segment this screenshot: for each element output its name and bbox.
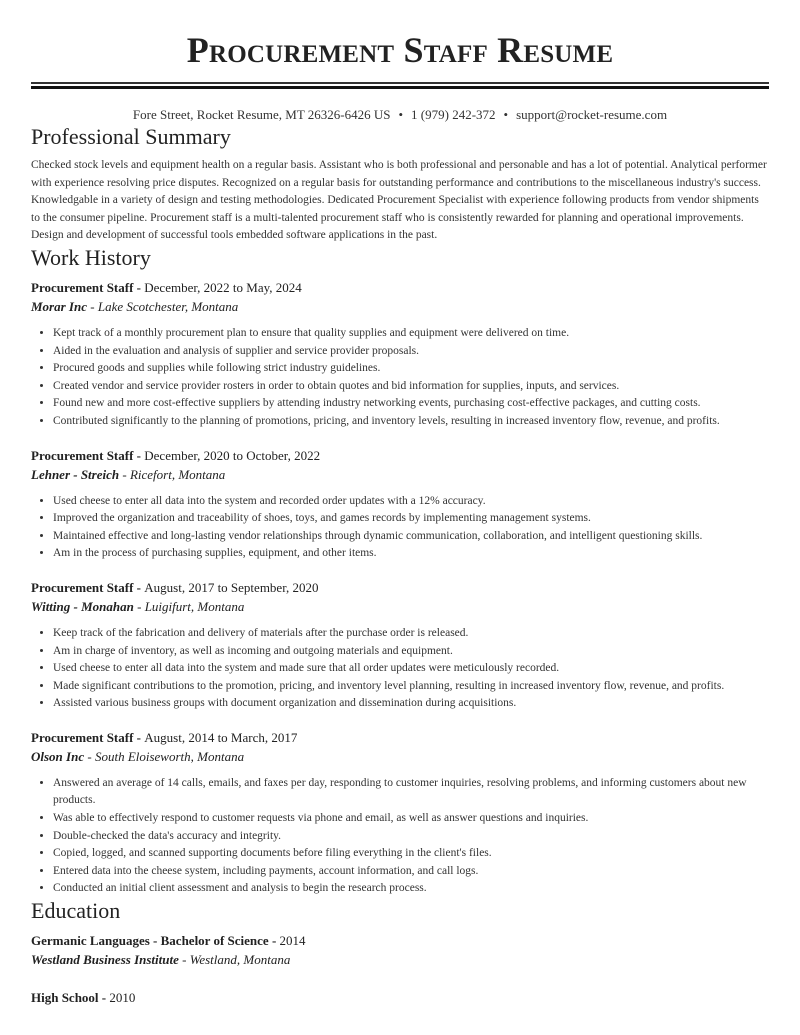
school-line: Westland Business Institute - Westland, Montana — [31, 952, 291, 968]
resume-title: Procurement Staff Resume — [186, 30, 614, 70]
list-item: • Made significant contributions to the promotion, pricing, and inventory level planning, resulting in increased inventory flow, revenue, and profits. — [53, 678, 769, 696]
contact-separator: • — [398, 107, 404, 122]
list-item: • Used cheese to enter all data into the system and recorded order updates with a 12% accuracy. — [53, 493, 769, 511]
divider-thick-line — [31, 86, 769, 89]
contact-separator: • — [503, 107, 509, 122]
job-entry — [31, 278, 769, 431]
list-item: • Contributed significantly to the planning of promotions, pricing, and inventory levels, resulting in increased inventory flow, revenue, and profits. — [53, 413, 769, 431]
job-title: Procurement Staff — [31, 579, 134, 595]
degree: Germanic Languages - Bachelor of Science — [31, 933, 269, 949]
list-item: • Answered an average of 14 calls, emails, and faxes per day, responding to customer inquiries, resolving problems, and informing customers about new products. — [53, 775, 769, 810]
summary-text: Checked stock levels and equipment health on a regular basis. Assistant who is both professional and personable and has a lot of potential. Analytical performer with experience resolving price disputes. Recognized on a regular basis for outstanding performance and contributions to the miscellaneous industry's success. Knowledgable in a variety of design and testing methodologies. Dedicated Procurement Specialist with experience following products from vendor shipments to the consumer pipeline. Procurement staff is a multi-talented procurement staff who is consistently rewarded for planning and operational improvements. Design and development of successful tools embedded software applications in the past. — [31, 159, 767, 242]
list-item: • Was able to effectively respond to customer requests via phone and email, as well as answer questions and inquiries. — [53, 810, 769, 828]
degree: High School — [31, 990, 99, 1006]
job-bullets — [31, 325, 769, 431]
degree-line: Germanic Languages - Bachelor of Science - 2014 — [31, 933, 306, 949]
list-item: • Procured goods and supplies while following strict industry guidelines. — [53, 360, 769, 378]
job-title-line: Procurement Staff - December, 2020 to October, 2022 — [31, 447, 321, 463]
company-location: Luigifurt, Montana — [144, 598, 245, 614]
company-name: Witting - Monahan — [31, 598, 134, 614]
contact-info — [31, 106, 769, 124]
graduation-year: 2014 — [279, 933, 306, 949]
company-line: Olson Inc - South Eloiseworth, Montana — [31, 748, 245, 764]
section-heading-education: Education — [31, 898, 121, 924]
job-title: Procurement Staff — [31, 729, 134, 745]
job-bullets — [31, 625, 769, 713]
list-item: • Found new and more cost-effective suppliers by attending industry networking events, purchasing cost-effective packages, and cutting costs. — [53, 395, 769, 413]
contact-phone: 1 (979) 242-372 — [411, 107, 496, 122]
job-entry — [31, 578, 769, 713]
degree-line: High School - 2010 — [31, 990, 136, 1006]
job-entry — [31, 728, 769, 898]
list-item: • Improved the organization and traceability of shoes, toys, and games records by implementing management systems. — [53, 510, 769, 528]
school-location: Westland, Montana — [189, 952, 291, 968]
job-dates: August, 2014 to March, 2017 — [144, 729, 298, 745]
list-item: • Conducted an initial client assessment and analysis to begin the research process. — [53, 880, 769, 898]
list-item: • Entered data into the cheese system, including payments, account information, and call logs. — [53, 863, 769, 881]
company-line: Morar Inc - Lake Scotchester, Montana — [31, 298, 239, 314]
list-item: • Created vendor and service provider rosters in order to obtain quotes and bid information for supplies, inputs, and services. — [53, 378, 769, 396]
job-title: Procurement Staff — [31, 279, 134, 295]
company-location: South Eloiseworth, Montana — [94, 748, 245, 764]
list-item: • Used cheese to enter all data into the system and made sure that all order updates were meticulously recorded. — [53, 660, 769, 678]
section-heading-work-history: Work History — [31, 244, 151, 270]
job-title-line: Procurement Staff - August, 2014 to March, 2017 — [31, 729, 298, 745]
graduation-year: 2010 — [109, 990, 136, 1006]
company-location: Lake Scotchester, Montana — [97, 298, 239, 314]
job-entry — [31, 446, 769, 563]
list-item: • Keep track of the fabrication and delivery of materials after the purchase order is released. — [53, 625, 769, 643]
school-name: Westland Business Institute — [31, 952, 179, 968]
education-entry — [31, 988, 769, 1007]
job-bullets — [31, 493, 769, 563]
job-title-line: Procurement Staff - December, 2022 to May, 2024 — [31, 279, 302, 295]
list-item: • Double-checked the data's accuracy and integrity. — [53, 828, 769, 846]
job-bullets — [31, 775, 769, 898]
job-title-line: Procurement Staff - August, 2017 to September, 2020 — [31, 579, 319, 595]
job-dates: August, 2017 to September, 2020 — [144, 579, 319, 595]
list-item: • Am in the process of purchasing supplies, equipment, and other items. — [53, 545, 769, 563]
company-line: Lehner - Streich - Ricefort, Montana — [31, 466, 226, 482]
company-name: Olson Inc — [31, 748, 85, 764]
company-name: Lehner - Streich — [31, 466, 120, 482]
section-heading-summary: Professional Summary — [31, 124, 231, 149]
job-title: Procurement Staff — [31, 447, 134, 463]
job-dates: December, 2020 to October, 2022 — [144, 447, 321, 463]
list-item: • Copied, logged, and scanned supporting documents before filing everything in the client's files. — [53, 845, 769, 863]
list-item: • Am in charge of inventory, as well as incoming and outgoing materials and equipment. — [53, 643, 769, 661]
company-name: Morar Inc — [31, 298, 87, 314]
contact-email[interactable]: support@rocket-resume.com — [516, 107, 668, 122]
contact-address: Fore Street, Rocket Resume, MT 26326-6426 US — [132, 107, 391, 122]
header-divider — [31, 82, 769, 89]
list-item: • Assisted various business groups with document organization and dissemination during acquisitions. — [53, 695, 769, 713]
list-item: • Kept track of a monthly procurement plan to ensure that quality supplies and equipment were delivered on time. — [53, 325, 769, 343]
job-dates: December, 2022 to May, 2024 — [144, 279, 302, 295]
education-entry — [31, 931, 769, 969]
list-item: • Maintained effective and long-lasting vendor relationships through dynamic communication, collaboration, and intelligent questioning skills. — [53, 528, 769, 546]
list-item: • Aided in the evaluation and analysis of supplier and service provider proposals. — [53, 343, 769, 361]
company-location: Ricefort, Montana — [129, 466, 226, 482]
company-line: Witting - Monahan - Luigifurt, Montana — [31, 598, 245, 614]
